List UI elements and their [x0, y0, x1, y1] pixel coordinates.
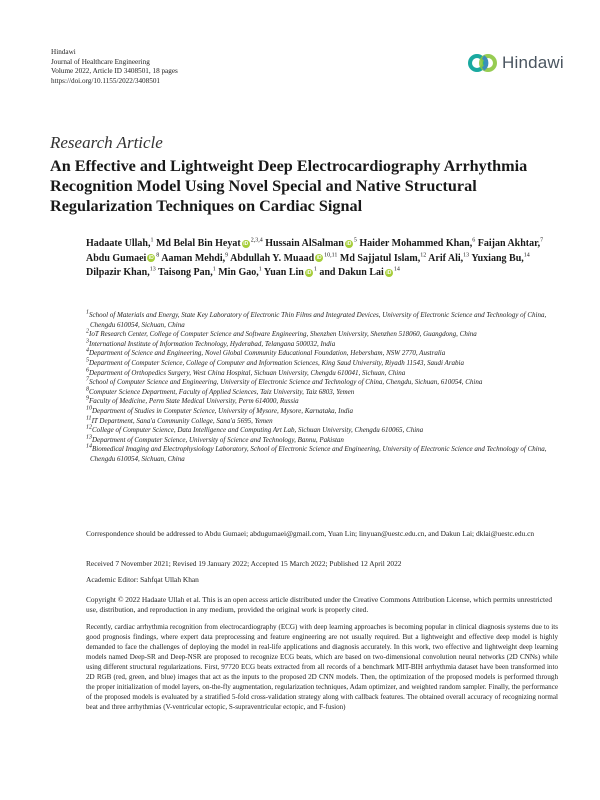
- author-affiliation-ref: 8: [156, 252, 160, 259]
- author: [156, 238, 263, 249]
- author: [428, 253, 469, 264]
- affiliation-number: 9: [86, 396, 89, 403]
- hindawi-logo-text: Hindawi: [502, 53, 564, 72]
- author: [158, 267, 216, 278]
- author: [359, 238, 475, 249]
- author-name: Aaman Mehdi,: [161, 252, 226, 264]
- author: [86, 238, 153, 249]
- affiliation-number: 6: [86, 367, 89, 374]
- author: [471, 253, 529, 264]
- orcid-icon[interactable]: iD: [316, 255, 322, 262]
- affiliation-number: 8: [86, 386, 89, 393]
- abstract: Recently, cardiac arrhythmia recognition from electrocardiography (ECG) with deep learning approaches is becoming popular in clinical diagnosis systems due to its good prognosis findings, where expert data preprocessing and feature engineering are not usually required. But a lightweight and effective deep model is highly demanded to face the challenges of deploying the model in real-life applications and diagnosis accurately. In this work, two effective and lightweight deep learning models named Deep-SR and Deep-NSR are proposed to recognize ECG beats, which are based on two-dimensional convolution neural networks (2D CNNs) while using different structural regularizations. First, 97720 ECG beats extracted from all records of a benchmark MIT-BIH arrhythmia dataset have been transformed into 2D RGB (red, green, and blue) images that act as the inputs to the proposed 2D CNN models. Then, the optimization of the proposed models is performed through the proper initialization of model layers, on-the-fly augmentation, regularization techniques, Adam optimizer, and weighted random sampler. Finally, the performance of the proposed models is evaluated by a stratified 5-fold cross-validation strategy along with callback features. The obtained overall accuracy of recognizing normal beat and three arrhythmias (V-ventricular ectopic, S-supraventricular ectopic, and F-fusion): [86, 623, 558, 711]
- author-affiliation-ref: 9: [225, 252, 229, 259]
- author: [319, 267, 399, 278]
- affiliation-number: 10: [86, 405, 92, 412]
- orcid-icon[interactable]: iD: [148, 255, 154, 262]
- author-affiliation-ref: 10,11: [324, 252, 338, 259]
- affiliation-item: [86, 397, 556, 407]
- author-affiliation-ref: 14: [393, 266, 400, 273]
- affiliation-item: [86, 311, 556, 330]
- author-name: Yuan Lin: [263, 267, 304, 278]
- affiliation-item: [86, 369, 556, 379]
- author-name: Min Gao,: [218, 267, 259, 278]
- author-name: Hussain AlSalman: [265, 238, 344, 249]
- orcid-icon[interactable]: iD: [346, 240, 352, 247]
- affiliation-text: International Institute of Information Technology, Hyderabad, Telangana 500032, India: [89, 339, 336, 348]
- doi-link[interactable]: https://doi.org/10.1155/2022/3408501: [51, 76, 161, 85]
- article-dates: Received 7 November 2021; Revised 19 January 2022; Accepted 15 March 2022; Published 12 April 2022: [86, 559, 402, 568]
- author-affiliation-ref: 6: [472, 237, 476, 244]
- affiliation-item: [86, 359, 556, 369]
- affiliation-number: 14: [86, 443, 92, 450]
- author-affiliation-ref: 2,3,4: [250, 237, 263, 244]
- affiliation-text: Department of Computer Science, University of Science and Technology, Bannu, Pakistan: [92, 435, 344, 444]
- affiliation-item: [86, 436, 556, 446]
- volume-info: Volume 2022, Article ID 3408501, 18 pages: [51, 67, 178, 76]
- author-name: Dilpazir Khan,: [86, 267, 150, 278]
- author: [265, 238, 357, 249]
- author-name: Taisong Pan,: [158, 267, 213, 278]
- affiliation-item: [86, 407, 556, 417]
- affiliation-number: 5: [86, 357, 89, 364]
- affiliation-text: College of Computer Science, Data Intelligence and Computing Art Lab, Sichuan University, Chengdu 610065, China: [92, 426, 424, 435]
- hindawi-logo: [468, 52, 564, 74]
- affiliation-list: [86, 311, 556, 465]
- author-affiliation-ref: 5: [353, 237, 357, 244]
- affiliation-number: 3: [86, 338, 89, 345]
- author: [264, 267, 317, 278]
- affiliation-item: [86, 340, 556, 350]
- orcid-icon[interactable]: iD: [306, 269, 312, 276]
- affiliation-text: Biomedical Imaging and Electrophysiology Laboratory, School of Electronic Science and Engineering, University of Electronic Science and Technology of China, Chengdu 610054, Sichuan, China: [90, 445, 547, 463]
- author-name: Arif Ali,: [428, 252, 464, 264]
- journal-header: [51, 48, 178, 86]
- orcid-icon[interactable]: iD: [386, 269, 392, 276]
- author-affiliation-ref: 13: [149, 266, 156, 273]
- affiliation-item: [86, 445, 556, 464]
- affiliation-number: 1: [86, 309, 89, 316]
- author-affiliation-ref: 14: [523, 252, 530, 259]
- publisher-name: Hindawi: [51, 48, 76, 56]
- affiliation-text: Department of Science and Engineering, Novel Global Community Educational Foundation, Hebersham, NSW 2770, Australia: [89, 349, 446, 358]
- author: [86, 253, 159, 264]
- author: [230, 253, 337, 264]
- author: [218, 267, 262, 278]
- author-name: Abdu Gumaei: [86, 252, 147, 264]
- author: [340, 253, 426, 264]
- author-affiliation-ref: 7: [540, 237, 544, 244]
- affiliation-item: [86, 388, 556, 398]
- affiliation-number: 4: [86, 348, 89, 355]
- author-name: Md Sajjatul Islam,: [339, 252, 421, 264]
- journal-name: Journal of Healthcare Engineering: [51, 57, 150, 66]
- author-affiliation-ref: 12: [420, 252, 427, 259]
- author-name: Abdullah Y. Muaad: [230, 252, 315, 264]
- author-name: Haider Mohammed Khan,: [359, 238, 473, 249]
- section-label: Research Article: [50, 133, 163, 152]
- correspondence: Correspondence should be addressed to Abdu Gumaei; abdugumaei@gmail.com, Yuan Lin; linyuan@uestc.edu.cn, and Dakun Lai; dklai@uestc.edu.cn: [86, 529, 535, 538]
- affiliation-text: Department of Studies in Computer Science, University of Mysore, Mysore, Karnataka, India: [92, 406, 353, 415]
- author: [161, 253, 228, 264]
- academic-editor: Academic Editor: Sahfqat Ullah Khan: [86, 575, 199, 584]
- author-affiliation-ref: 1: [258, 266, 262, 273]
- author-list: [86, 237, 556, 281]
- author-name: Faijan Akhtar,: [477, 238, 541, 249]
- author-name: Hadaate Ullah,: [86, 238, 151, 249]
- affiliation-text: School of Computer Science and Engineering, University of Electronic Science and Technology of China, Chengdu, Sichuan, 610054, China: [89, 378, 483, 387]
- affiliation-item: [86, 417, 556, 427]
- copyright-notice: Copyright © 2022 Hadaate Ullah et al. This is an open access article distributed under the Creative Commons Attribution License, which permits unrestricted use, distribution, and reproduction in any medium, provided the original work is properly cited.: [86, 595, 553, 614]
- hindawi-logo-icon: [468, 52, 498, 74]
- affiliation-item: [86, 378, 556, 388]
- author-name: and Dakun Lai: [319, 267, 384, 278]
- affiliation-text: Department of Orthopedics Surgery, West China Hospital, Sichuan University, Chengdu 610041, Sichuan, China: [89, 368, 406, 377]
- affiliation-number: 12: [86, 424, 92, 431]
- affiliation-text: IoT Research Center, College of Computer Science and Software Engineering, Shenzhen University, Shenzhen 518060, Guangdong, China: [89, 330, 477, 339]
- author-affiliation-ref: 1: [150, 237, 154, 244]
- affiliation-item: [86, 349, 556, 359]
- author-affiliation-ref: 13: [463, 252, 470, 259]
- author: [86, 267, 156, 278]
- affiliation-text: Faculty of Medicine, Perm State Medical University, Perm 614000, Russia: [89, 397, 299, 406]
- affiliation-text: IT Department, Sana'a Community College, Sana'a 5695, Yemen: [91, 416, 273, 425]
- affiliation-text: Computer Science Department, Faculty of Applied Sciences, Taiz University, Taiz 6803, Yemen: [89, 387, 355, 396]
- author-affiliation-ref: 1: [313, 266, 317, 273]
- article-title: An Effective and Lightweight Deep Electrocardiography Arrhythmia Recognition Model Using Novel Special and Native Structural Regularization Techniques on Cardiac Signal: [50, 157, 528, 215]
- author: [478, 238, 543, 249]
- affiliation-number: 2: [86, 328, 89, 335]
- author-name: Yuxiang Bu,: [471, 252, 524, 264]
- affiliation-text: Department of Computer Science, College of Computer and Information Sciences, King Saud University, Riyadh 11543, Saudi Arabia: [89, 358, 464, 367]
- author-name: Md Belal Bin Heyat: [155, 238, 241, 249]
- affiliation-item: [86, 426, 556, 436]
- author-affiliation-ref: 1: [212, 266, 216, 273]
- affiliation-number: 11: [86, 415, 92, 422]
- affiliation-item: [86, 330, 556, 340]
- orcid-icon[interactable]: iD: [243, 240, 249, 247]
- affiliation-number: 13: [86, 434, 92, 441]
- affiliation-number: 7: [86, 376, 89, 383]
- affiliation-text: School of Materials and Energy, State Key Laboratory of Electronic Thin Films and Integrated Devices, University of Electronic Science and Technology of China, Chengdu 610054, Sichuan, China: [89, 311, 547, 329]
